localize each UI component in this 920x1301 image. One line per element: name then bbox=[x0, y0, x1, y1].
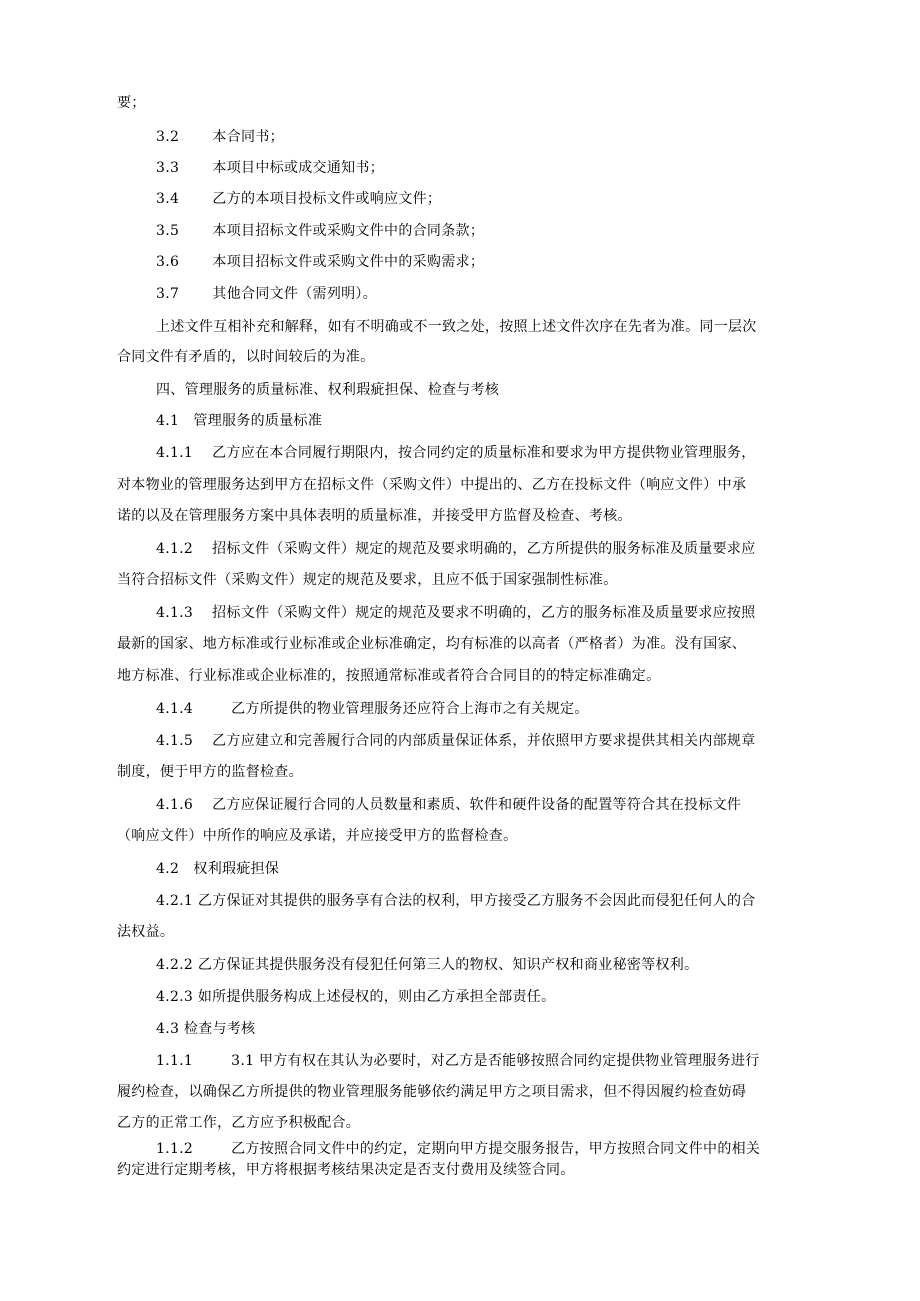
clause-4-2-3: 4.2.3 如所提供服务构成上述侵权的，则由乙方承担全部责任。 bbox=[156, 989, 556, 1005]
list-item-3-5: 3.5 本项目招标文件或采购文件中的合同条款； bbox=[156, 223, 485, 239]
clause-4-1-5: 4.1.5 乙方应建立和完善履行合同的内部质量保证体系，并依照甲方要求提供其相关内部规章 bbox=[156, 733, 756, 749]
subsection-heading-4-2: 4.2 权利瑕疵担保 bbox=[156, 861, 280, 877]
list-item-3-7: 3.7 其他合同文件（需列明）。 bbox=[156, 286, 378, 302]
paragraph-line: 地方标准、行业标准或企业标准的，按照通常标准或者符合合同目的的特定标准确定。 bbox=[117, 668, 661, 684]
paragraph-line: 合同文件有矛盾的，以时间较后的为准。 bbox=[117, 349, 375, 365]
paragraph-line: 最新的国家、地方标准或行业标准或企业标准确定，均有标准的以高者（严格者）为准。没有国家、 bbox=[117, 636, 747, 652]
paragraph-line: 对本物业的管理服务达到甲方在招标文件（采购文件）中提出的、乙方在投标文件（响应文件）中承 bbox=[117, 477, 747, 493]
subsection-heading-4-3: 4.3 检查与考核 bbox=[156, 1021, 256, 1037]
text-line: 要； bbox=[117, 95, 146, 111]
paragraph-line: 法权益。 bbox=[117, 924, 175, 940]
paragraph-line: （响应文件）中所作的响应及承诺，并应接受甲方的监督检查。 bbox=[117, 828, 518, 844]
clause-1-1-1: 1.1.1 3.1 甲方有权在其认为必要时，对乙方是否能够按照合同约定提供物业管理服务进行 bbox=[156, 1053, 760, 1069]
paragraph-line: 制度，便于甲方的监督检查。 bbox=[117, 764, 303, 780]
paragraph-line: 履约检查，以确保乙方所提供的物业管理服务能够依约满足甲方之项目需求，但不得因履约检查妨碍 bbox=[117, 1084, 747, 1100]
paragraph-line: 当符合招标文件（采购文件）规定的规范及要求，且应不低于国家强制性标准。 bbox=[117, 572, 618, 588]
clause-4-1-4: 4.1.4 乙方所提供的物业管理服务还应符合上海市之有关规定。 bbox=[156, 701, 589, 717]
paragraph-line: 上述文件互相补充和解释，如有不明确或不一致之处，按照上述文件次序在先者为准。同一层次 bbox=[156, 319, 757, 335]
list-item-3-2: 3.2 本合同书； bbox=[156, 129, 284, 145]
clause-4-1-1: 4.1.1 乙方应在本合同履行期限内，按合同约定的质量标准和要求为甲方提供物业管理服务， bbox=[156, 445, 756, 461]
section-heading-4: 四、管理服务的质量标准、权利瑕疵担保、检查与考核 bbox=[156, 382, 500, 398]
list-item-3-6: 3.6 本项目招标文件或采购文件中的采购需求； bbox=[156, 254, 485, 270]
list-item-3-4: 3.4 乙方的本项目投标文件或响应文件； bbox=[156, 191, 442, 207]
paragraph-line: 约定进行定期考核，甲方将根据考核结果决定是否支付费用及续签合同。 bbox=[117, 1162, 575, 1178]
list-item-3-3: 3.3 本项目中标或成交通知书； bbox=[156, 160, 385, 176]
clause-4-2-1: 4.2.1 乙方保证对其提供的服务享有合法的权利，甲方接受乙方服务不会因此而侵犯任何人的合 bbox=[156, 893, 756, 909]
subsection-heading-4-1: 4.1 管理服务的质量标准 bbox=[156, 413, 323, 429]
clause-4-1-3: 4.1.3 招标文件（采购文件）规定的规范及要求不明确的，乙方的服务标准及质量要求应按照 bbox=[156, 605, 756, 621]
clause-4-1-6: 4.1.6 乙方应保证履行合同的人员数量和素质、软件和硬件设备的配置等符合其在投标文件 bbox=[156, 797, 742, 813]
paragraph-line: 诺的以及在管理服务方案中具体表明的质量标准，并接受甲方监督及检查、考核。 bbox=[117, 508, 632, 524]
clause-4-1-2: 4.1.2 招标文件（采购文件）规定的规范及要求明确的，乙方所提供的服务标准及质量要求应 bbox=[156, 541, 756, 557]
clause-4-2-2: 4.2.2 乙方保证其提供服务没有侵犯任何第三人的物权、知识产权和商业秘密等权利。 bbox=[156, 957, 699, 973]
clause-1-1-2: 1.1.2 乙方按照合同文件中的约定，定期向甲方提交服务报告，甲方按照合同文件中的相关 bbox=[156, 1141, 761, 1157]
paragraph-line: 乙方的正常工作，乙方应予积极配合。 bbox=[117, 1115, 361, 1131]
